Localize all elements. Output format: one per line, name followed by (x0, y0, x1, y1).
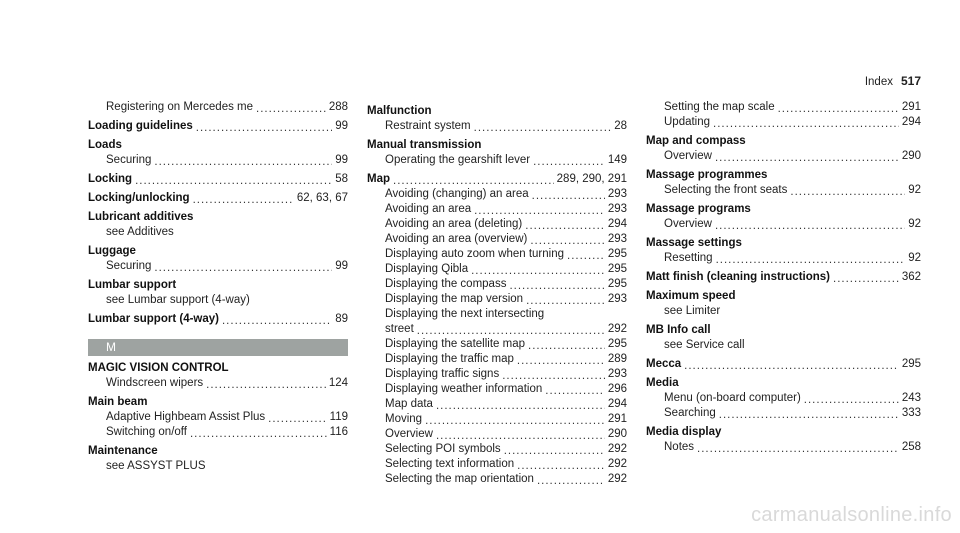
subentry-term: Menu (on-board computer) (664, 392, 801, 404)
subentry-term: Avoiding an area (overview) (385, 233, 528, 245)
index-subentry (367, 247, 627, 262)
subentry-term: see Limiter (664, 305, 721, 317)
subentry-term: Displaying the traffic map (385, 353, 514, 365)
entry-term: Lumbar support (88, 279, 177, 291)
index-subentry (367, 352, 627, 367)
page-reference: 295 (607, 278, 627, 290)
page-reference: 288 (328, 101, 348, 113)
index-subentry (88, 459, 348, 474)
index-subentry (367, 427, 627, 442)
index-entry (646, 236, 921, 251)
index-subentry (646, 251, 921, 266)
page-reference: 290 (901, 150, 921, 162)
index-subentry (646, 217, 921, 232)
dot-leader (533, 155, 605, 168)
index-subentry (646, 406, 921, 421)
page-number: 517 (900, 74, 921, 88)
index-subentry (88, 293, 348, 308)
entry-term: Lumbar support (4-way) (88, 313, 219, 325)
dot-leader (716, 253, 906, 266)
index-subentry (367, 232, 627, 247)
page-reference: 58 (335, 173, 348, 185)
page-reference: 290 (607, 428, 627, 440)
subentry-term: Map data (385, 398, 433, 410)
page-reference: 362 (901, 271, 921, 283)
section-title: Index (864, 76, 893, 88)
subentry-term: Moving (385, 413, 423, 425)
index-subentry (367, 119, 627, 134)
dot-leader (135, 174, 332, 187)
dot-leader (425, 414, 605, 427)
page-header (865, 74, 921, 88)
index-subentry (367, 202, 627, 217)
entry-term: Massage settings (646, 237, 742, 249)
index-subentry (646, 115, 921, 130)
index-subentry (646, 183, 921, 198)
index-entry (88, 395, 348, 410)
dot-leader (154, 155, 332, 168)
page-reference: 333 (901, 407, 921, 419)
dot-leader (474, 204, 605, 217)
index-subentry (367, 382, 627, 397)
page-reference: 295 (607, 338, 627, 350)
subentry-term: Overview (385, 428, 433, 440)
index-entry (88, 312, 348, 327)
dot-leader (719, 408, 899, 421)
dot-leader (713, 117, 899, 130)
subentry-term: Displaying the satellite map (385, 338, 525, 350)
index-subentry (367, 217, 627, 232)
entry-term: Manual transmission (367, 139, 482, 151)
dot-leader (684, 359, 899, 372)
page-reference: 99 (335, 260, 348, 272)
index-subentry (88, 425, 348, 440)
dot-leader (196, 121, 332, 134)
subentry-term: Windscreen wipers (106, 377, 204, 389)
dot-leader (206, 378, 326, 391)
dot-leader (436, 399, 605, 412)
entry-term: Map (367, 173, 390, 185)
index-entry (646, 134, 921, 149)
page-reference: 92 (908, 252, 921, 264)
index-entry (88, 191, 348, 206)
index-entry (88, 444, 348, 459)
index-entry (367, 138, 627, 153)
page-reference: 295 (607, 263, 627, 275)
page-reference: 293 (607, 203, 627, 215)
index-entry (646, 425, 921, 440)
page-reference: 295 (901, 358, 921, 370)
index-subentry (367, 457, 627, 472)
page-reference: 292 (607, 443, 627, 455)
subentry-term: Notes (664, 441, 695, 453)
subentry-term: Searching (664, 407, 716, 419)
page-reference: 99 (335, 120, 348, 132)
page-reference: 296 (607, 383, 627, 395)
page-reference: 119 (329, 411, 348, 423)
subentry-term: Updating (664, 116, 711, 128)
page-reference: 293 (607, 293, 627, 305)
subentry-term: Overview (664, 218, 712, 230)
subentry-term: Avoiding (changing) an area (385, 188, 529, 200)
page-reference: 92 (908, 218, 921, 230)
index-subentry (367, 412, 627, 427)
page-reference: 292 (607, 323, 627, 335)
subentry-term: Displaying the compass (385, 278, 507, 290)
subentry-term: see Lumbar support (4-way) (106, 294, 250, 306)
index-subentry (88, 259, 348, 274)
subentry-term: see Service call (664, 339, 745, 351)
subentry-term: Displaying the map version (385, 293, 524, 305)
index-subentry (646, 100, 921, 115)
dot-leader (537, 474, 605, 487)
subentry-term: Selecting the front seats (664, 184, 788, 196)
page-reference: 293 (607, 233, 627, 245)
entry-term: Locking (88, 173, 133, 185)
index-entry (646, 289, 921, 304)
index-entry (646, 270, 921, 285)
dot-leader (509, 279, 604, 292)
dot-leader (525, 219, 605, 232)
subentry-term: Adaptive Highbeam Assist Plus (106, 411, 266, 423)
subentry-term: Selecting POI symbols (385, 443, 501, 455)
dot-leader (545, 384, 605, 397)
dot-leader (222, 314, 332, 327)
index-entry (88, 138, 348, 153)
subentry-term: Avoiding an area (deleting) (385, 218, 523, 230)
subentry-term: Securing (106, 260, 152, 272)
dot-leader (268, 412, 326, 425)
entry-term: Massage programmes (646, 169, 768, 181)
index-subentry (88, 100, 348, 115)
subentry-term: Restraint system (385, 120, 471, 132)
page-reference: 92 (908, 184, 921, 196)
index-subentry (88, 225, 348, 240)
dot-leader (190, 427, 327, 440)
index-entry (88, 278, 348, 293)
dot-leader (804, 393, 899, 406)
subentry-term: Displaying the next intersecting (385, 308, 545, 320)
index-entry (367, 104, 627, 119)
index-entry (88, 119, 348, 134)
page-reference: 149 (607, 154, 627, 166)
dot-leader (528, 339, 605, 352)
page-reference: 243 (901, 392, 921, 404)
page-reference: 258 (901, 441, 921, 453)
dot-leader (715, 219, 905, 232)
subentry-term: Registering on Mercedes me (106, 101, 254, 113)
subentry-term: Displaying auto zoom when turning (385, 248, 564, 260)
entry-term: Lubricant additives (88, 211, 194, 223)
dot-leader (256, 102, 326, 115)
index-entry (88, 361, 348, 376)
page-reference: 289 (607, 353, 627, 365)
page-reference: 293 (607, 188, 627, 200)
entry-term: Locking/unlocking (88, 192, 190, 204)
watermark: carmanualsonline.info (751, 504, 952, 526)
subentry-term: Displaying traffic signs (385, 368, 500, 380)
index-entry (88, 210, 348, 225)
subentry-term: Resetting (664, 252, 713, 264)
dot-leader (778, 102, 899, 115)
index-subentry (646, 304, 921, 319)
entry-term: Massage programs (646, 203, 751, 215)
index-entry (88, 172, 348, 187)
dot-leader (567, 249, 605, 262)
dot-leader (504, 444, 605, 457)
entry-term: Maintenance (88, 445, 158, 457)
index-subentry (367, 307, 627, 322)
page-reference: 291 (901, 101, 921, 113)
index-column-3 (646, 100, 921, 455)
index-column-1 (88, 100, 348, 474)
page-reference: 291 (607, 413, 627, 425)
index-subentry (367, 277, 627, 292)
subentry-term: Setting the map scale (664, 101, 775, 113)
entry-term: Loading guidelines (88, 120, 193, 132)
index-entry (646, 376, 921, 391)
dot-leader (436, 429, 605, 442)
subentry-term: Selecting the map orientation (385, 473, 534, 485)
subentry-term: street (385, 323, 414, 335)
page-reference: 295 (607, 248, 627, 260)
page-reference: 292 (607, 473, 627, 485)
subentry-term: see Additives (106, 226, 174, 238)
index-subentry (367, 322, 627, 337)
page-reference: 292 (607, 458, 627, 470)
entry-term: Loads (88, 139, 122, 151)
dot-leader (417, 324, 605, 337)
entry-term: Maximum speed (646, 290, 736, 302)
index-entry (646, 168, 921, 183)
dot-leader (393, 174, 554, 187)
dot-leader (833, 272, 899, 285)
entry-term: Main beam (88, 396, 148, 408)
index-letter-header: M (88, 339, 348, 356)
dot-leader (471, 264, 605, 277)
dot-leader (502, 369, 605, 382)
dot-leader (715, 151, 899, 164)
subentry-term: Displaying weather information (385, 383, 543, 395)
subentry-term: see ASSYST PLUS (106, 460, 206, 472)
dot-leader (517, 354, 605, 367)
page-reference: 294 (607, 398, 627, 410)
index-subentry (88, 153, 348, 168)
page-reference: 62, 63, 67 (296, 192, 348, 204)
entry-term: Map and compass (646, 135, 746, 147)
subentry-term: Operating the gearshift lever (385, 154, 531, 166)
index-subentry (646, 149, 921, 164)
index-subentry (367, 292, 627, 307)
dot-leader (517, 459, 605, 472)
page-reference: 124 (328, 377, 348, 389)
index-entry (646, 323, 921, 338)
subentry-term: Overview (664, 150, 712, 162)
page-reference: 294 (607, 218, 627, 230)
index-subentry (88, 410, 348, 425)
index-entry (646, 357, 921, 372)
entry-term: Matt finish (cleaning instructions) (646, 271, 831, 283)
subentry-term: Securing (106, 154, 152, 166)
page-reference: 116 (329, 426, 348, 438)
entry-term: Luggage (88, 245, 136, 257)
dot-leader (790, 185, 905, 198)
subentry-term: Selecting text information (385, 458, 515, 470)
page-reference: 89 (335, 313, 348, 325)
dot-leader (530, 234, 604, 247)
subentry-term: Avoiding an area (385, 203, 472, 215)
index-subentry (646, 440, 921, 455)
index-subentry (646, 391, 921, 406)
index-subentry (367, 442, 627, 457)
subentry-term: Switching on/off (106, 426, 187, 438)
index-subentry (367, 337, 627, 352)
index-subentry (367, 262, 627, 277)
index-subentry (367, 397, 627, 412)
index-subentry (88, 376, 348, 391)
entry-term: MB Info call (646, 324, 711, 336)
dot-leader (154, 261, 332, 274)
page-reference: 99 (335, 154, 348, 166)
subentry-term: Displaying Qibla (385, 263, 469, 275)
entry-term: MAGIC VISION CONTROL (88, 362, 229, 374)
page-reference: 289, 290, 291 (556, 173, 627, 185)
dot-leader (193, 193, 294, 206)
dot-leader (697, 442, 899, 455)
index-subentry (367, 153, 627, 168)
entry-term: Media display (646, 426, 722, 438)
index-entry (367, 172, 627, 187)
entry-term: Media (646, 377, 679, 389)
index-subentry (646, 338, 921, 353)
dot-leader (532, 189, 605, 202)
index-entry (646, 202, 921, 217)
dot-leader (526, 294, 605, 307)
index-subentry (367, 472, 627, 487)
entry-term: Malfunction (367, 105, 432, 117)
entry-term: Mecca (646, 358, 682, 370)
page-reference: 28 (614, 120, 627, 132)
index-column-2 (367, 100, 627, 487)
index-entry (88, 244, 348, 259)
page-reference: 293 (607, 368, 627, 380)
dot-leader (474, 121, 612, 134)
index-subentry (367, 187, 627, 202)
page-reference: 294 (901, 116, 921, 128)
index-subentry (367, 367, 627, 382)
